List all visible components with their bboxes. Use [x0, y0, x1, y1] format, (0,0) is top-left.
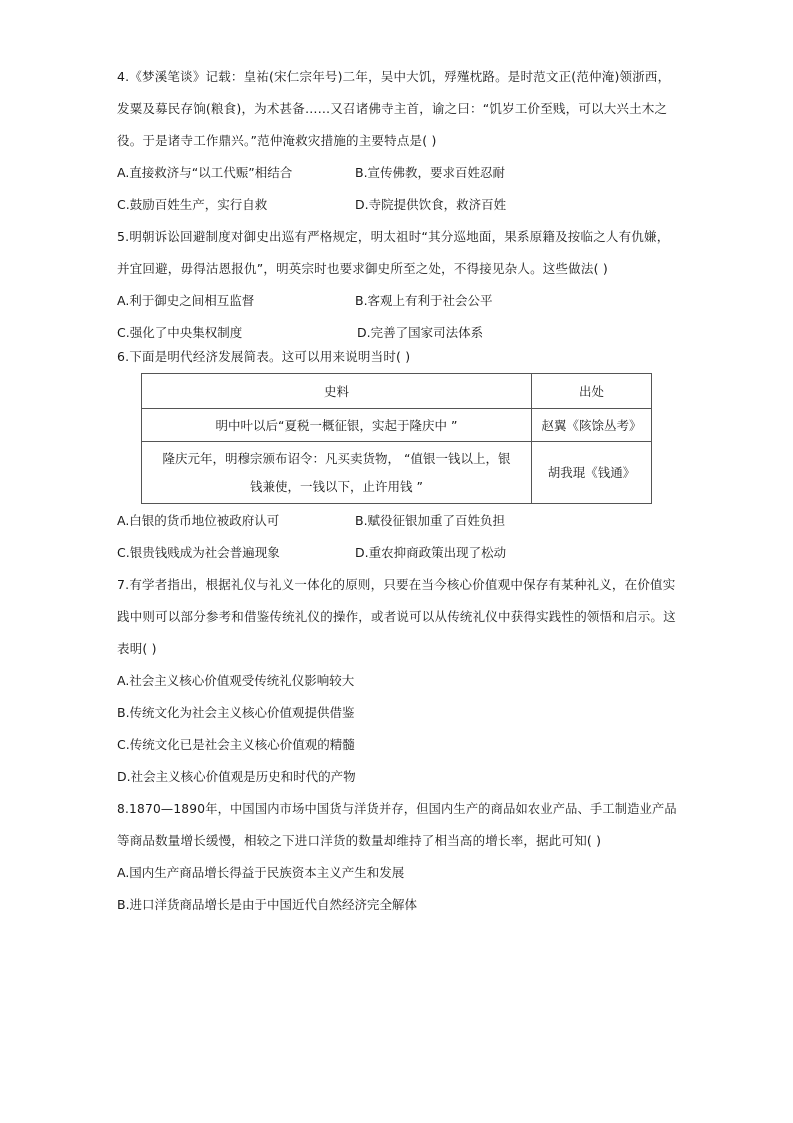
- q8-stem-line-2: 等商品数量增长缓慢，相较之下进口洋货的数量却维持了相当高的增长率，据此可知( ): [117, 833, 602, 848]
- q5-option-c: C.强化了中央集权制度: [117, 325, 243, 340]
- q7-option-a: A.社会主义核心价值观受传统礼仪影响较大: [117, 673, 355, 688]
- q5-stem-line-1: 5.明朝诉讼回避制度对御史出巡有严格规定，明太祖时“其分巡地面，果系原籍及按临之人有仇嫌，: [117, 229, 670, 244]
- q5-option-d: D.完善了国家司法体系: [357, 325, 484, 340]
- q4-stem-line-1: 4.《梦溪笔谈》记载：皇祐(宋仁宗年号)二年，吴中大饥，殍殣枕路。是时范文正(范仲淹)领浙西，: [117, 69, 671, 84]
- q5-option-b: B.客观上有利于社会公平: [355, 293, 493, 308]
- table-row: [142, 409, 652, 442]
- q5-option-a: A.利于御史之间相互监督: [117, 293, 255, 308]
- q7-option-c: C.传统文化已是社会主义核心价值观的精髓: [117, 737, 355, 752]
- q7-option-d: D.社会主义核心价值观是历史和时代的产物: [117, 769, 356, 784]
- q4-option-c: C.鼓励百姓生产，实行自救: [117, 197, 268, 212]
- q4-stem-line-3: 役。于是诸寺工作鼎兴。”范仲淹救灾措施的主要特点是( ): [117, 133, 437, 148]
- table-cell-material-line-1: 隆庆元年，明穆宗颁布诏令：凡买卖货物， “值银一钱以上，银: [162, 450, 511, 466]
- q6-option-b: B.赋役征银加重了百姓负担: [355, 513, 506, 528]
- q4-option-d: D.寺院提供饮食，救济百姓: [355, 197, 507, 212]
- q5-stem-line-2: 并宜回避，毋得沽恩报仇”，明英宗时也要求御史所至之处，不得接见杂人。这些做法( ): [117, 261, 608, 276]
- q4-option-b: B.宣传佛教，要求百姓忍耐: [355, 165, 506, 180]
- economic-history-table: [141, 373, 652, 504]
- table-cell-source: 胡我琨《钱通》: [532, 442, 652, 504]
- table-cell-material: [142, 442, 532, 504]
- q8-option-b: B.进口洋货商品增长是由于中国近代自然经济完全解体: [117, 897, 418, 912]
- table-cell-material-line-2: 钱兼使，一钱以下，止许用钱 ”: [250, 478, 423, 494]
- q8-option-a: A.国内生产商品增长得益于民族资本主义产生和发展: [117, 865, 405, 880]
- q6-option-c: C.银贵钱贱成为社会普遍现象: [117, 545, 280, 560]
- q6-option-d: D.重农抑商政策出现了松动: [355, 545, 507, 560]
- q4-stem-line-2: 发粟及募民存饷(粮食)，为术甚备……又召诸佛寺主首，谕之曰：“饥岁工价至贱，可以大兴土木之: [117, 101, 668, 116]
- table-cell-material: 明中叶以后“夏税一概征银，实起于隆庆中 ”: [142, 409, 532, 442]
- q7-stem-line-3: 表明( ): [117, 641, 157, 656]
- table-row: [142, 442, 652, 504]
- table-cell-source: 赵翼《陔馀丛考》: [532, 409, 652, 442]
- q7-option-b: B.传统文化为社会主义核心价值观提供借鉴: [117, 705, 355, 720]
- q4-option-a: A.直接救济与“以工代赈”相结合: [117, 165, 293, 180]
- q8-stem-line-1: 8.1870—1890年，中国国内市场中国货与洋货并存，但国内生产的商品如农业产品、手工制造业产品: [117, 801, 677, 816]
- q7-stem-line-2: 践中则可以部分参考和借鉴传统礼仪的操作，或者说可以从传统礼仪中获得实践性的领悟和启示。这: [117, 609, 676, 624]
- table-header-material: 史料: [142, 374, 532, 409]
- table-header-source: 出处: [532, 374, 652, 409]
- q6-stem-line-1: 6.下面是明代经济发展简表。这可以用来说明当时( ): [117, 349, 411, 364]
- q7-stem-line-1: 7.有学者指出，根据礼仪与礼义一体化的原则，只要在当今核心价值观中保存有某种礼义，在价值实: [117, 577, 676, 592]
- table-header-row: [142, 374, 652, 409]
- q6-option-a: A.白银的货币地位被政府认可: [117, 513, 280, 528]
